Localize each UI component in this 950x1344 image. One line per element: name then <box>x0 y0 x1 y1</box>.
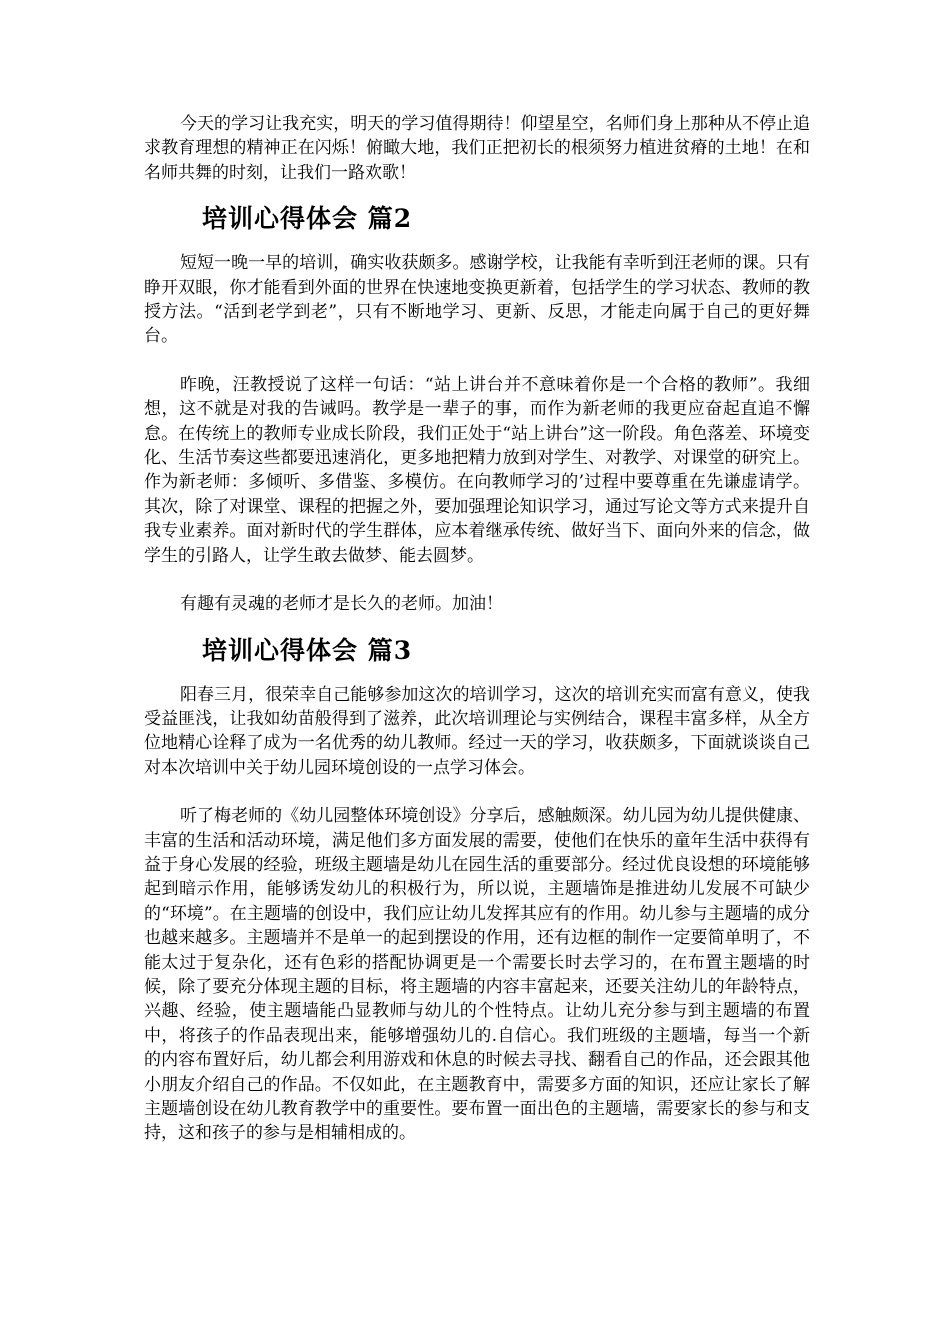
document-page <box>144 112 810 1146</box>
paragraph: 昨晚，汪教授说了这样一句话：“站上讲台并不意味着你是一个合格的教师”。我细想，这不就是对我的告诫吗。教学是一辈子的事，而作为新老师的我更应奋起直追不懈怠。在传统上的教师专业成长阶段，我们正处于“站上讲台”这一阶段。角色落差、环境变化、生活节奏这些都要迅速消化，更多地把精力放到对学生、对教学、对课堂的研究上。作为新老师：多倾听、多借鉴、多模仿。在向教师学习的’过程中要尊重在先谦虚请学。其次，除了对课堂、课程的把握之外，要加强理论知识学习，通过写论文等方式来提升自我专业素养。面对新时代的学生群体，应本着继承传统、做好当下、面向外来的信念，做学生的引路人，让学生敢去做梦、能去圆梦。 <box>144 374 810 566</box>
section-heading-2: 培训心得体会 篇2 <box>202 204 413 234</box>
paragraph: 听了梅老师的《幼儿园整体环境创设》分享后，感触颇深。幼儿园为幼儿提供健康、丰富的生活和活动环境，满足他们多方面发展的需要，使他们在快乐的童年生活中获得有益于身心发展的经验，班级主题墙是幼儿在园生活的重要部分。经过优良设想的环境能够起到暗示作用，能够诱发幼儿的积极行为，所以说，主题墙饰是推进幼儿发展不可缺少的“环境”。在主题墙的创设中，我们应让幼儿发挥其应有的作用。幼儿参与主题墙的成分也越来越多。主题墙并不是单一的起到摆设的作用，还有边框的制作一定要简单明了，不能太过于复杂化，还有色彩的搭配协调更是一个需要长时去学习的，在布置主题墙的时候，除了要充分体现主题的目标，将主题墙的内容丰富起来，还要关注幼儿的年龄特点，兴趣、经验，使主题墙能凸显教师与幼儿的个性特点。让幼儿充分参与到主题墙的布置中，将孩子的作品表现出来，能够增强幼儿的.自信心。我们班级的主题墙，每当一个新的内容布置好后，幼儿都会利用游戏和休息的时候去寻找、翻看自己的作品，还会跟其他小朋友介绍自己的作品。不仅如此，在主题教育中，需要多方面的知识，还应让家长了解主题墙创设在幼儿教育教学中的重要性。要布置一面出色的主题墙，需要家长的参与和支持，这和孩子的参与是相辅相成的。 <box>144 806 810 1144</box>
paragraph: 有趣有灵魂的老师才是长久的老师。加油！ <box>180 594 503 615</box>
paragraph: 短短一晚一早的培训，确实收获颇多。感谢学校，让我能有幸听到汪老师的课。只有睁开双眼，你才能看到外面的世界在快速地变换更新着，包括学生的学习状态、教师的教授方法。“活到老学到老”，只有不断地学习、更新、反思，才能走向属于自己的更好舞台。 <box>144 253 810 347</box>
paragraph: 今天的学习让我充实，明天的学习值得期待！仰望星空，名师们身上那种从不停止追求教育理想的精神正在闪烁！俯瞰大地，我们正把初长的根须努力植进贫瘠的土地！在和名师共舞的时刻，让我们一路欢歌！ <box>144 114 810 183</box>
paragraph: 阳春三月，很荣幸自己能够参加这次的培训学习，这次的培训充实而富有意义，使我受益匪浅，让我如幼苗般得到了滋养，此次培训理论与实例结合，课程丰富多样，从全方位地精心诠释了成为一名优秀的幼儿教师。经过一天的学习，收获颇多，下面就谈谈自己对本次培训中关于幼儿园环境创设的一点学习体会。 <box>144 684 810 778</box>
section-heading-3: 培训心得体会 篇3 <box>202 635 413 665</box>
